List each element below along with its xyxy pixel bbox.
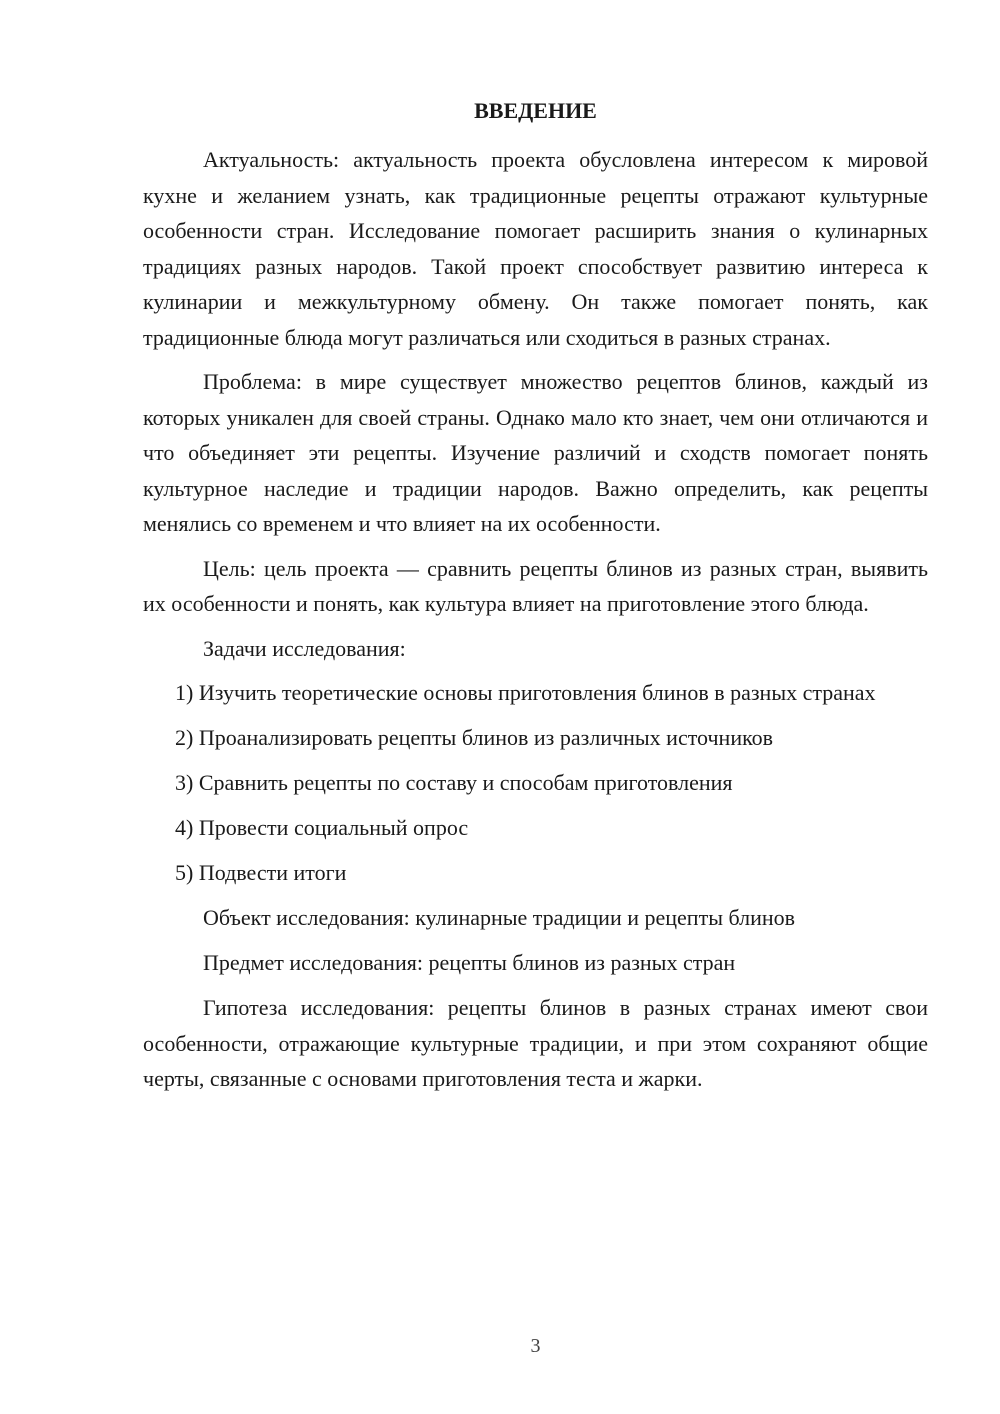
task-item-5: 5) Подвести итоги [175,860,347,885]
task-item-4: 4) Провести социальный опрос [175,815,469,840]
document-body [143,142,928,1106]
task-item-3: 3) Сравнить рецепты по составу и способам приготовления [175,770,733,795]
tasks-heading: Задачи исследования: [203,635,406,661]
research-hypothesis: Гипотеза исследования: рецепты блинов в разных странах имеют свои особенности, отражающие культурные традиции, и при этом сохраняют общие черты, связанные с основами приготовления теста и жарки. [143,995,928,1091]
page-number: 3 [530,1335,541,1357]
task-item-2: 2) Проанализировать рецепты блинов из различных источников [175,725,774,750]
research-object: Объект исследования: кулинарные традиции и рецепты блинов [203,905,796,930]
document-page [143,0,928,1414]
paragraph-relevance: Актуальность: актуальность проекта обусловлена интересом к мировой кухне и желанием узнать, как традиционные рецепты отражают культурные особенности стран. Исследование помогает расширить знания о кулинарных традициях разных народов. Такой проект способствует развитию интереса к кулинарии и межкультурному обмену. Он также помогает понять, как традиционные блюда могут различаться или сходиться в разных странах. [143,147,928,350]
paragraph-goal: Цель: цель проекта — сравнить рецепты блинов из разных стран, выявить их особенности и понять, как культура влияет на приготовление этого блюда. [143,555,928,616]
research-subject: Предмет исследования: рецепты блинов из разных стран [203,950,736,975]
task-item-1: 1) Изучить теоретические основы приготовления блинов в разных странах [175,680,876,705]
page-title: ВВЕДЕНИЕ [474,98,597,123]
paragraph-problem: Проблема: в мире существует множество рецептов блинов, каждый из которых уникален для своей страны. Однако мало кто знает, чем они отличаются и что объединяет эти рецепты. Изучение различий и сходств помогает понять культурное наследие и традиции народов. Важно определить, как рецепты менялись со временем и что влияет на их особенности. [143,369,928,536]
